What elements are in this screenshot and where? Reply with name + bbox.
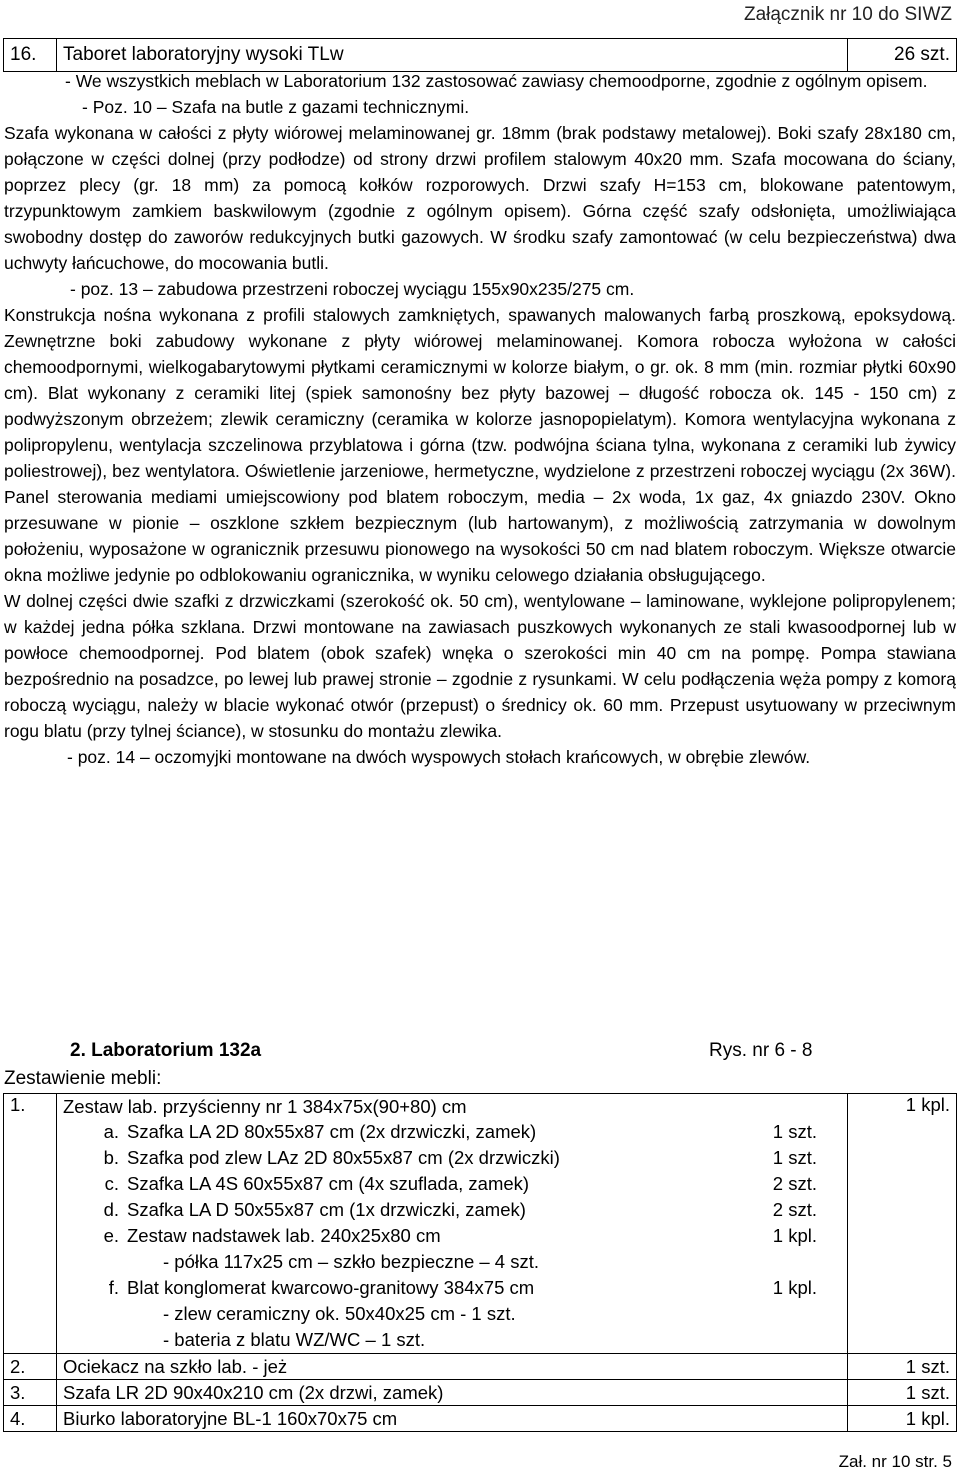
sub-item-detail: [63, 1249, 841, 1275]
item-number: 4.: [4, 1406, 57, 1432]
sub-item-qty: 2 szt.: [772, 1199, 817, 1220]
page-footer: Zał. nr 10 str. 5: [838, 1452, 952, 1471]
sub-item-letter: c.: [104, 1173, 119, 1194]
paragraph: - poz. 13 – zabudowa przestrzeni roboczej wyciągu 155x90x235/275 cm.: [70, 279, 635, 299]
sub-item-desc: Blat konglomerat kwarcowo-granitowy 384x75 cm: [127, 1277, 535, 1298]
item-name: Taboret laboratoryjny wysoki TLw: [57, 39, 848, 72]
paragraph: W dolnej części dwie szafki z drzwiczkami (szerokość ok. 50 cm), wentylowane – laminowane, wyklejone polipropylenem; w każdej jedna półka szklana. Drzwi montowane na zawiasach puszkowych wykonanych ze stali kwasoodpornej lub w powłoce chemoodpornej. Pod blatem (obok szafek) wnęka o szerokości min 40 cm na pompę. Pompa stawiana bezpośrednio na posadzce, po lewej lub prawej stronie – zgodnie z rysunkami. W celu podłączenia węża pompy z komorą roboczą wyciągu, należy w blacie wykonać otwór (przepust) o średnicy ok. 60 mm. Przepust usytuowany w przeciwnym rogu blatu (przy tylnej ściance), w stosunku do montażu zlewika.: [4, 591, 956, 741]
sub-item-letter: e.: [103, 1225, 119, 1246]
item-quantity: 1 szt.: [848, 1354, 957, 1380]
sub-item: [63, 1197, 841, 1223]
item-name: Zestaw lab. przyścienny nr 1 384x75x(90+80) cm: [63, 1096, 467, 1117]
sub-item-qty: 2 szt.: [772, 1173, 817, 1194]
paragraph: Szafa wykonana w całości z płyty wiórowej melaminowanej gr. 18mm (brak podstawy metalowej). Boki szafy 28x180 cm, połączone w części dolnej (przy podłodze) od strony drzwi profilem stalowym 40x20 mm. Szafa mocowana do ściany, poprzez plecy (gr. 18 mm) za pomocą kołków rozporowych. Drzwi szafy H=153 cm, blokowane patentowym, trzypunktowym zamkiem baskwilowym (zgodnie z ogólnym opisem). Górna część szafy odsłonięta, umożliwiająca swobodny dostęp do zaworów redukcyjnych butki gazowych. W środku szafy zamontować (w celu bezpieczeństwa) dwa uchwyty łańcuchowe, do mocowania butli.: [4, 123, 956, 273]
sub-item-desc: - bateria z blatu WZ/WC – 1 szt.: [163, 1329, 426, 1350]
sub-item-qty: 1 kpl.: [772, 1277, 817, 1298]
sub-item-detail: [63, 1327, 841, 1353]
sub-item-letter: d.: [103, 1199, 119, 1220]
drawing-reference: Rys. nr 6 - 8: [709, 1040, 813, 1061]
table-row: [4, 1406, 957, 1432]
paragraph: - poz. 14 – oczomyjki montowane na dwóch wyspowych stołach krańcowych, w obrębie zlewów.: [67, 747, 811, 767]
sub-item-desc: Szafka LA D 50x55x87 cm (1x drzwiczki, zamek): [127, 1199, 526, 1220]
sub-item-desc: Szafka LA 4S 60x55x87 cm (4x szuflada, zamek): [127, 1173, 530, 1194]
sub-item-letter: f.: [108, 1277, 119, 1298]
item-number: 2.: [4, 1354, 57, 1380]
item-name: Ociekacz na szkło lab. - jeż: [57, 1354, 848, 1380]
sub-item: [63, 1171, 841, 1197]
section-title: 2. Laboratorium 132a: [70, 1040, 262, 1061]
sub-item-desc: Szafka LA 2D 80x55x87 cm (2x drzwiczki, zamek): [127, 1121, 537, 1142]
sub-item: [63, 1119, 841, 1145]
item-quantity: 26 szt.: [848, 39, 957, 72]
description-body: [4, 68, 956, 770]
top-item-table: [3, 38, 957, 72]
sub-item-qty: 1 szt.: [772, 1147, 817, 1168]
item-number: 1.: [4, 1094, 57, 1354]
sub-item-qty: 1 kpl.: [772, 1225, 817, 1246]
sub-item-desc: Szafka pod zlew LAz 2D 80x55x87 cm (2x drzwiczki): [127, 1147, 560, 1168]
item-quantity: 1 kpl.: [848, 1406, 957, 1432]
attachment-header: Załącznik nr 10 do SIWZ: [743, 4, 952, 25]
item-quantity: 1 szt.: [848, 1380, 957, 1406]
paragraph: - We wszystkich meblach w Laboratorium 132 zastosować zawiasy chemoodporne, zgodnie z ogólnym opisem.: [65, 71, 928, 91]
item-number: 16.: [4, 39, 57, 72]
item-quantity: 1 kpl.: [848, 1094, 957, 1354]
furniture-list-label: Zestawienie mebli:: [4, 1068, 162, 1089]
paragraph: Konstrukcja nośna wykonana z profili stalowych zamkniętych, spawanych malowanych farbą proszkową, epoksydową. Zewnętrzne boki zabudowy wykonane z płyty wiórowej melaminowanej. Komora robocza wyłożona w całości chemoodpornymi, wielkogabarytowymi płytkami ceramicznymi w kolorze białym, o gr. ok. 8 mm (min. rozmiar płytki 60x90 cm). Blat wykonany z ceramiki litej (spiek samonośny bez płyty bazowej – długość robocza ok. 145 - 150 cm) z podwyższonym obrzeżem; zlewik ceramiczny (ceramika w kolorze jasnopopielatym). Komora wentylacyjna wykonana z polipropylenu, wentylacja szczelinowa przyblatowa i górna (tzw. podwójna ściana tylna, wykonana z ceramiki lub żywicy poliestrowej), bez wentylatora. Oświetlenie jarzeniowe, hermetyczne, wydzielone z przestrzeni roboczej wyciągu (2x 36W). Panel sterowania mediami umiejscowiony pod blatem roboczym, media – 2x woda, 1x gaz, 4x gniazdo 230V. Okno przesuwane w pionie – oszklone szkłem bezpiecznym (lub hartowanym), z możliwością zatrzymania w dowolnym położeniu, wyposażone w ogranicznik przesuwu pionowego na wysokości 50 cm nad blatem roboczym. Większe otwarcie okna możliwe jedynie po odblokowaniu ogranicznika, w wyniku celowego działania obsługującego.: [4, 305, 956, 585]
sub-item-detail: [63, 1301, 841, 1327]
sub-item: [63, 1223, 841, 1249]
sub-item-letter: b.: [103, 1147, 119, 1168]
sub-item-desc: - zlew ceramiczny ok. 50x40x25 cm - 1 szt.: [163, 1303, 516, 1324]
sub-item-qty: 1 szt.: [772, 1121, 817, 1142]
table-row: [4, 39, 957, 72]
sub-item: [63, 1275, 841, 1301]
item-details: [57, 1094, 848, 1354]
sub-item: [63, 1145, 841, 1171]
table-row: [4, 1354, 957, 1380]
sub-item-desc: - półka 117x25 cm – szkło bezpieczne – 4 szt.: [163, 1251, 540, 1272]
item-name: Biurko laboratoryjne BL-1 160x70x75 cm: [57, 1406, 848, 1432]
table-row: [4, 1094, 957, 1354]
furniture-table: [3, 1093, 957, 1432]
paragraph: - Poz. 10 – Szafa na butle z gazami technicznymi.: [82, 97, 470, 117]
table-row: [4, 1380, 957, 1406]
sub-item-desc: Zestaw nadstawek lab. 240x25x80 cm: [127, 1225, 441, 1246]
item-number: 3.: [4, 1380, 57, 1406]
item-name: Szafa LR 2D 90x40x210 cm (2x drzwi, zamek): [57, 1380, 848, 1406]
sub-item-letter: a.: [103, 1121, 119, 1142]
